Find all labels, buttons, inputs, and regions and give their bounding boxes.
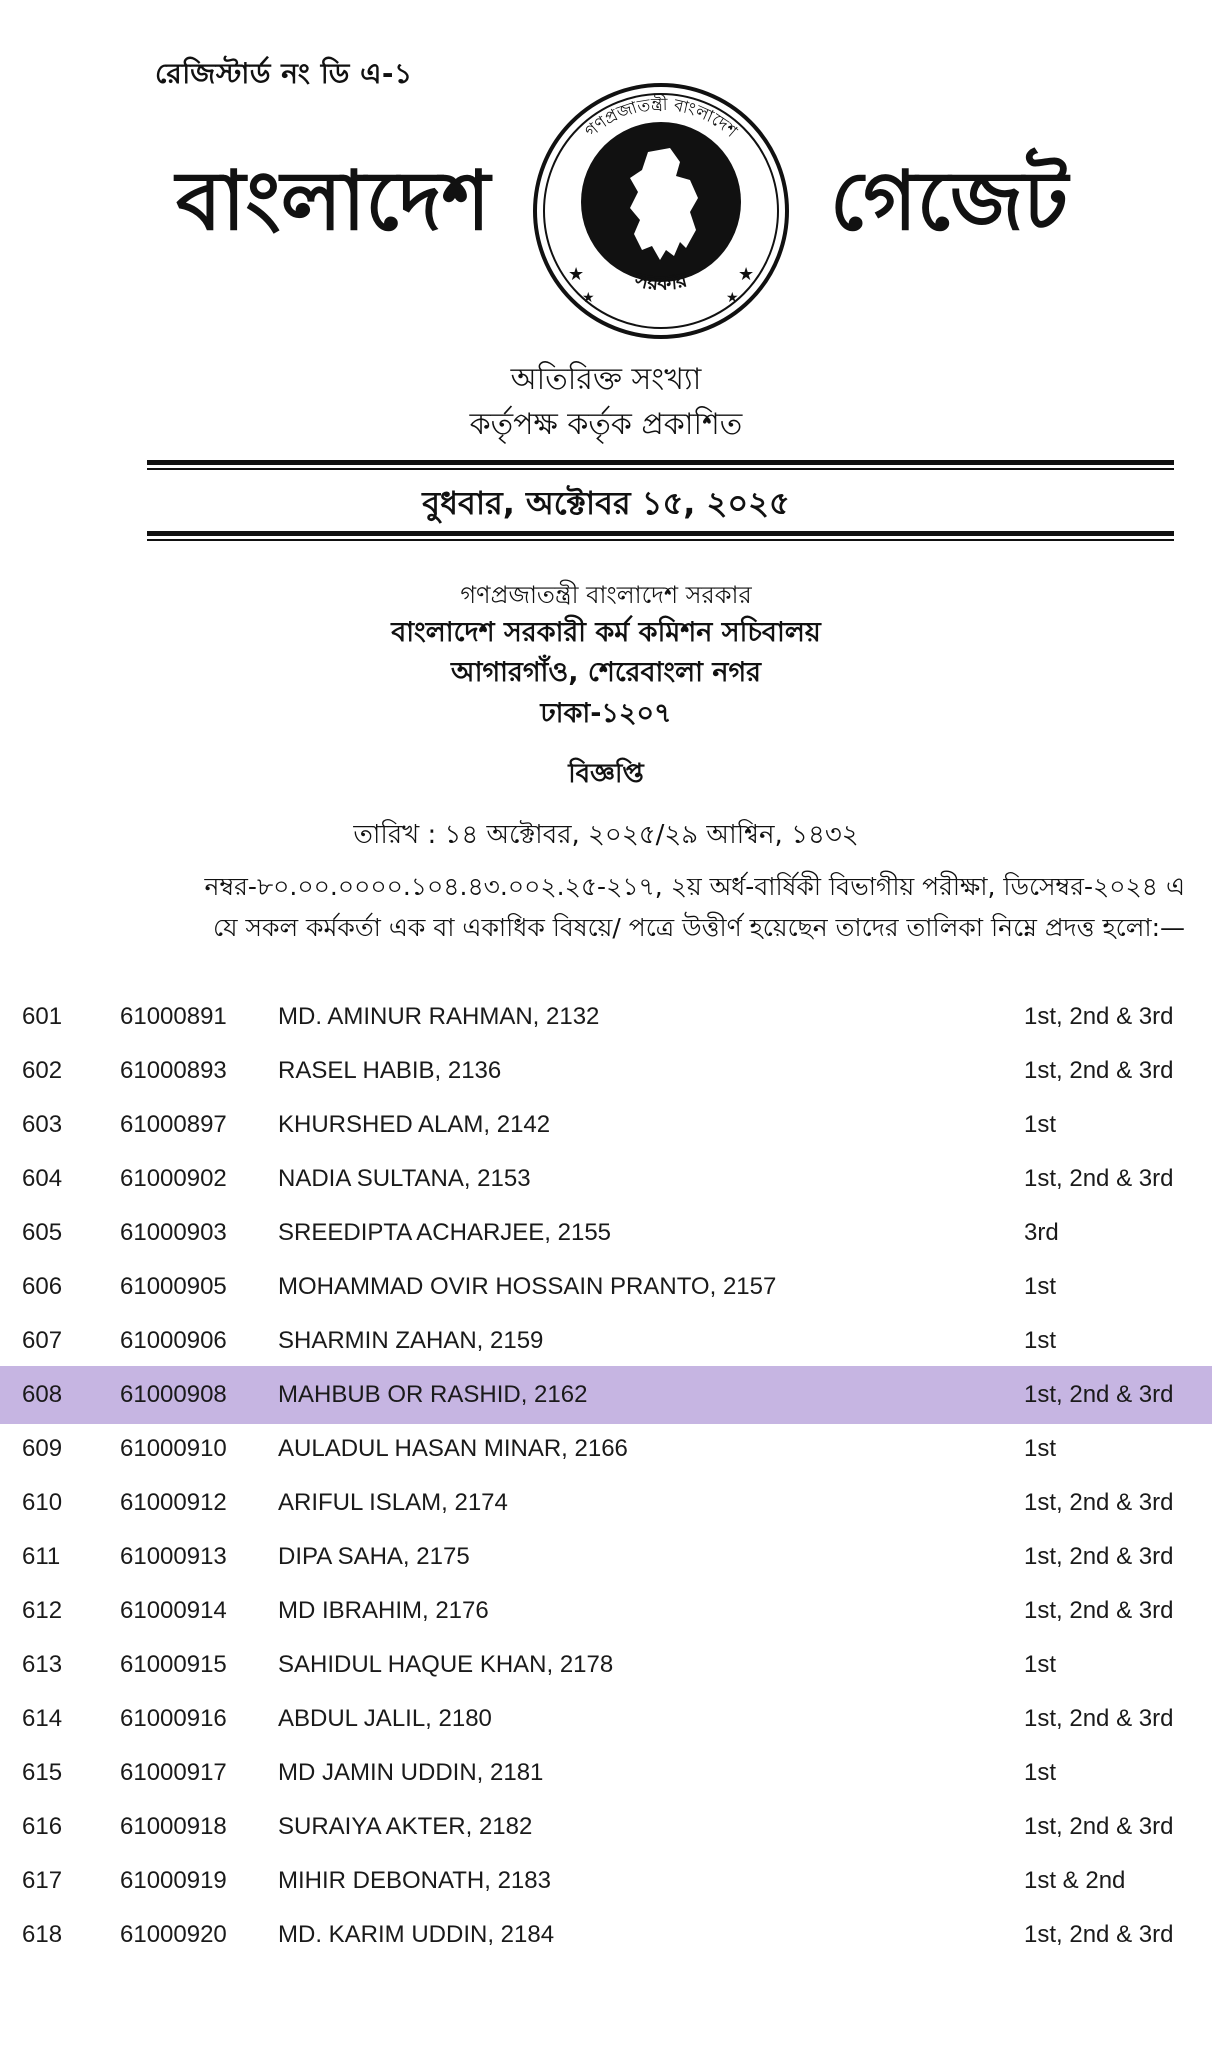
name-cell: AULADUL HASAN MINAR, 2166 [278,1435,628,1462]
roll-cell: 61000917 [120,1759,227,1786]
office-address-line2: ঢাকা-১২০৭ [540,698,672,729]
papers-cell: 1st [1024,1327,1057,1354]
table-row [0,1206,1212,1259]
seal-top-text: গণপ্রজাতন্ত্রী বাংলাদেশ [581,94,741,142]
header-divider [147,468,1174,470]
papers-cell: 1st [1024,1111,1057,1138]
table-row [0,1260,1212,1313]
serial-cell: 609 [22,1435,63,1462]
serial-cell: 618 [22,1921,63,1948]
name-cell: MD. KARIM UDDIN, 2184 [278,1921,555,1948]
serial-cell: 607 [22,1327,63,1354]
roll-cell: 61000906 [120,1327,227,1354]
serial-cell: 613 [22,1651,63,1678]
name-cell: MD JAMIN UDDIN, 2181 [278,1759,544,1786]
seal-star-icon: ★ [582,290,595,306]
notice-body-line2: যে সকল কর্মকর্তা এক বা একাধিক বিষয়ে/ পত্রে উত্তীর্ণ হয়েছেন তাদের তালিকা নিম্নে প্রদত্ত হলো:— [212,913,1185,942]
results-table [0,990,1212,2048]
roll-cell: 61000905 [120,1273,227,1300]
name-cell: SAHIDUL HAQUE KHAN, 2178 [278,1651,614,1678]
serial-cell: 610 [22,1489,63,1516]
office-name: বাংলাদেশ সরকারী কর্ম কমিশন সচিবালয় [391,617,821,648]
roll-cell: 61000919 [120,1867,227,1894]
registration-number: রেজিস্টার্ড নং ডি এ-১ [155,57,413,90]
table-row [0,1476,1212,1529]
name-cell: MOHAMMAD OVIR HOSSAIN PRANTO, 2157 [278,1273,777,1300]
table-row [0,990,1212,1043]
roll-cell: 61000918 [120,1813,227,1840]
gazette-title-bangladesh: বাংলাদেশ [176,153,491,249]
papers-cell: 1st, 2nd & 3rd [1024,1813,1174,1840]
name-cell: KHURSHED ALAM, 2142 [278,1111,551,1138]
table-row [0,1854,1212,1907]
table-row [0,1314,1212,1367]
serial-cell: 608 [22,1381,63,1408]
gazette-header-section [0,0,1212,985]
roll-cell: 61000916 [120,1705,227,1732]
name-cell: ABDUL JALIL, 2180 [278,1705,492,1732]
roll-cell: 61000903 [120,1219,227,1246]
table-row [0,1746,1212,1799]
serial-cell: 615 [22,1759,63,1786]
notice-heading: বিজ্ঞপ্তি [568,759,644,789]
name-cell: SURAIYA AKTER, 2182 [278,1813,533,1840]
table-row [0,1422,1212,1475]
serial-cell: 616 [22,1813,63,1840]
notice-body-line1: নম্বর-৮০.০০.০০০০.১০৪.৪৩.০০২.২৫-২১৭, ২য় অর্ধ-বার্ষিকী বিভাগীয় পরীক্ষা, ডিসেম্বর-২০২৪ এ [204,872,1185,901]
table-row [0,1098,1212,1151]
header-divider [147,460,1174,465]
table-row [0,1530,1212,1583]
papers-cell: 1st [1024,1651,1057,1678]
table-row [0,1800,1212,1853]
roll-cell: 61000893 [120,1057,227,1084]
papers-cell: 1st, 2nd & 3rd [1024,1381,1174,1408]
header-divider [147,531,1174,536]
name-cell: MAHBUB OR RASHID, 2162 [278,1381,588,1408]
seal-star-icon: ★ [568,264,585,285]
government-seal-logo [530,80,792,342]
papers-cell: 1st, 2nd & 3rd [1024,1543,1174,1570]
seal-bottom-text: সরকার [632,267,690,296]
seal-star-icon: ★ [726,290,739,306]
papers-cell: 1st [1024,1759,1057,1786]
papers-cell: 1st, 2nd & 3rd [1024,1705,1174,1732]
serial-cell: 606 [22,1273,63,1300]
serial-cell: 604 [22,1165,63,1192]
papers-cell: 3rd [1024,1219,1059,1246]
table-row [0,1638,1212,1691]
gazette-date: বুধবার, অক্টোবর ১৫, ২০২৫ [422,484,790,522]
government-name: গণপ্রজাতন্ত্রী বাংলাদেশ সরকার [460,581,752,609]
papers-cell: 1st [1024,1273,1057,1300]
roll-cell: 61000915 [120,1651,227,1678]
roll-cell: 61000920 [120,1921,227,1948]
papers-cell: 1st [1024,1435,1057,1462]
gazette-title-gazette: গেজেট [830,153,1069,249]
papers-cell: 1st & 2nd [1024,1867,1126,1894]
table-row [0,1152,1212,1205]
papers-cell: 1st, 2nd & 3rd [1024,1165,1174,1192]
serial-cell: 602 [22,1057,63,1084]
table-row [0,1584,1212,1637]
name-cell: SHARMIN ZAHAN, 2159 [278,1327,544,1354]
roll-cell: 61000910 [120,1435,227,1462]
papers-cell: 1st, 2nd & 3rd [1024,1003,1174,1030]
papers-cell: 1st, 2nd & 3rd [1024,1057,1174,1084]
extraordinary-issue-label: অতিরিক্ত সংখ্যা [510,362,702,397]
roll-cell: 61000913 [120,1543,227,1570]
highlighted-table-row [0,1366,1212,1424]
header-divider [147,539,1174,541]
name-cell: DIPA SAHA, 2175 [278,1543,470,1570]
serial-cell: 617 [22,1867,63,1894]
name-cell: MIHIR DEBONATH, 2183 [278,1867,551,1894]
notice-date: তারিখ : ১৪ অক্টোবর, ২০২৫/২৯ আশ্বিন, ১৪৩২ [353,820,859,850]
name-cell: SREEDIPTA ACHARJEE, 2155 [278,1219,612,1246]
published-by-label: কর্তৃপক্ষ কর্তৃক প্রকাশিত [469,407,743,442]
serial-cell: 614 [22,1705,63,1732]
roll-cell: 61000902 [120,1165,227,1192]
roll-cell: 61000891 [120,1003,227,1030]
table-row [0,1908,1212,1961]
table-row [0,1692,1212,1745]
serial-cell: 601 [22,1003,63,1030]
serial-cell: 611 [22,1543,61,1570]
roll-cell: 61000914 [120,1597,227,1624]
serial-cell: 612 [22,1597,63,1624]
name-cell: NADIA SULTANA, 2153 [278,1165,531,1192]
table-row [0,1044,1212,1097]
papers-cell: 1st, 2nd & 3rd [1024,1921,1174,1948]
name-cell: RASEL HABIB, 2136 [278,1057,502,1084]
roll-cell: 61000908 [120,1381,227,1408]
name-cell: ARIFUL ISLAM, 2174 [278,1489,508,1516]
name-cell: MD IBRAHIM, 2176 [278,1597,489,1624]
seal-star-icon: ★ [738,264,755,285]
office-address-line1: আগারগাঁও, শেরেবাংলা নগর [450,657,762,688]
roll-cell: 61000897 [120,1111,227,1138]
serial-cell: 605 [22,1219,63,1246]
serial-cell: 603 [22,1111,63,1138]
name-cell: MD. AMINUR RAHMAN, 2132 [278,1003,600,1030]
papers-cell: 1st, 2nd & 3rd [1024,1489,1174,1516]
papers-cell: 1st, 2nd & 3rd [1024,1597,1174,1624]
roll-cell: 61000912 [120,1489,227,1516]
